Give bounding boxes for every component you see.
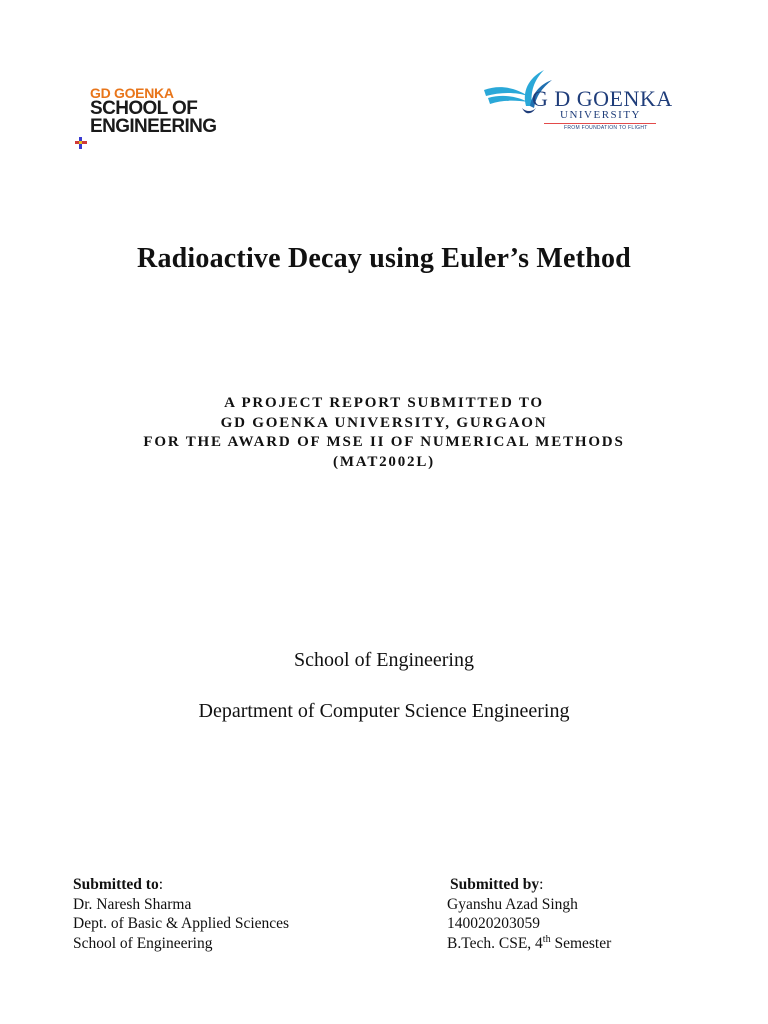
department-name: Department of Computer Science Engineering	[198, 700, 570, 722]
university-subtitle: UNIVERSITY	[560, 109, 641, 121]
student-name: Gyanshu Azad Singh	[447, 895, 578, 913]
submission-line-3: FOR THE AWARD OF MSE II OF NUMERICAL METHODS	[143, 434, 625, 450]
school-of-engineering-logo	[90, 86, 260, 142]
logo-gd-goenka-text: GD GOENKA	[90, 85, 174, 101]
school-name: School of Engineering	[294, 649, 474, 671]
logo-engineering-text: ENGINEERING	[90, 116, 217, 137]
gd-goenka-university-logo	[482, 66, 672, 138]
supervisor-school: School of Engineering	[73, 934, 213, 952]
submission-statement	[0, 394, 768, 472]
university-name: G D GOENKA	[532, 86, 673, 111]
submission-line-1: A PROJECT REPORT SUBMITTED TO	[224, 395, 544, 411]
submitted-to-heading: Submitted to:	[73, 876, 164, 893]
submission-line-4: (MAT2002L)	[333, 453, 435, 470]
submitted-by-block	[447, 875, 611, 953]
logo-underline	[544, 123, 656, 124]
logo-school-of-text: SCHOOL OF	[90, 98, 198, 119]
bullet-marker-icon	[74, 136, 88, 150]
document-title: Radioactive Decay using Euler’s Method	[137, 243, 631, 274]
supervisor-department: Dept. of Basic & Applied Sciences	[73, 915, 290, 932]
student-roll-number: 140020203059	[447, 915, 540, 932]
submission-line-2: GD GOENKA UNIVERSITY, GURGAON	[220, 414, 548, 431]
university-tagline: FROM FOUNDATION TO FLIGHT	[564, 125, 648, 131]
submitted-by-heading: Submitted by:	[450, 876, 544, 893]
student-program: B.Tech. CSE, 4th Semester	[447, 933, 612, 952]
supervisor-name: Dr. Naresh Sharma	[73, 895, 192, 913]
submitted-to-block	[73, 875, 289, 953]
